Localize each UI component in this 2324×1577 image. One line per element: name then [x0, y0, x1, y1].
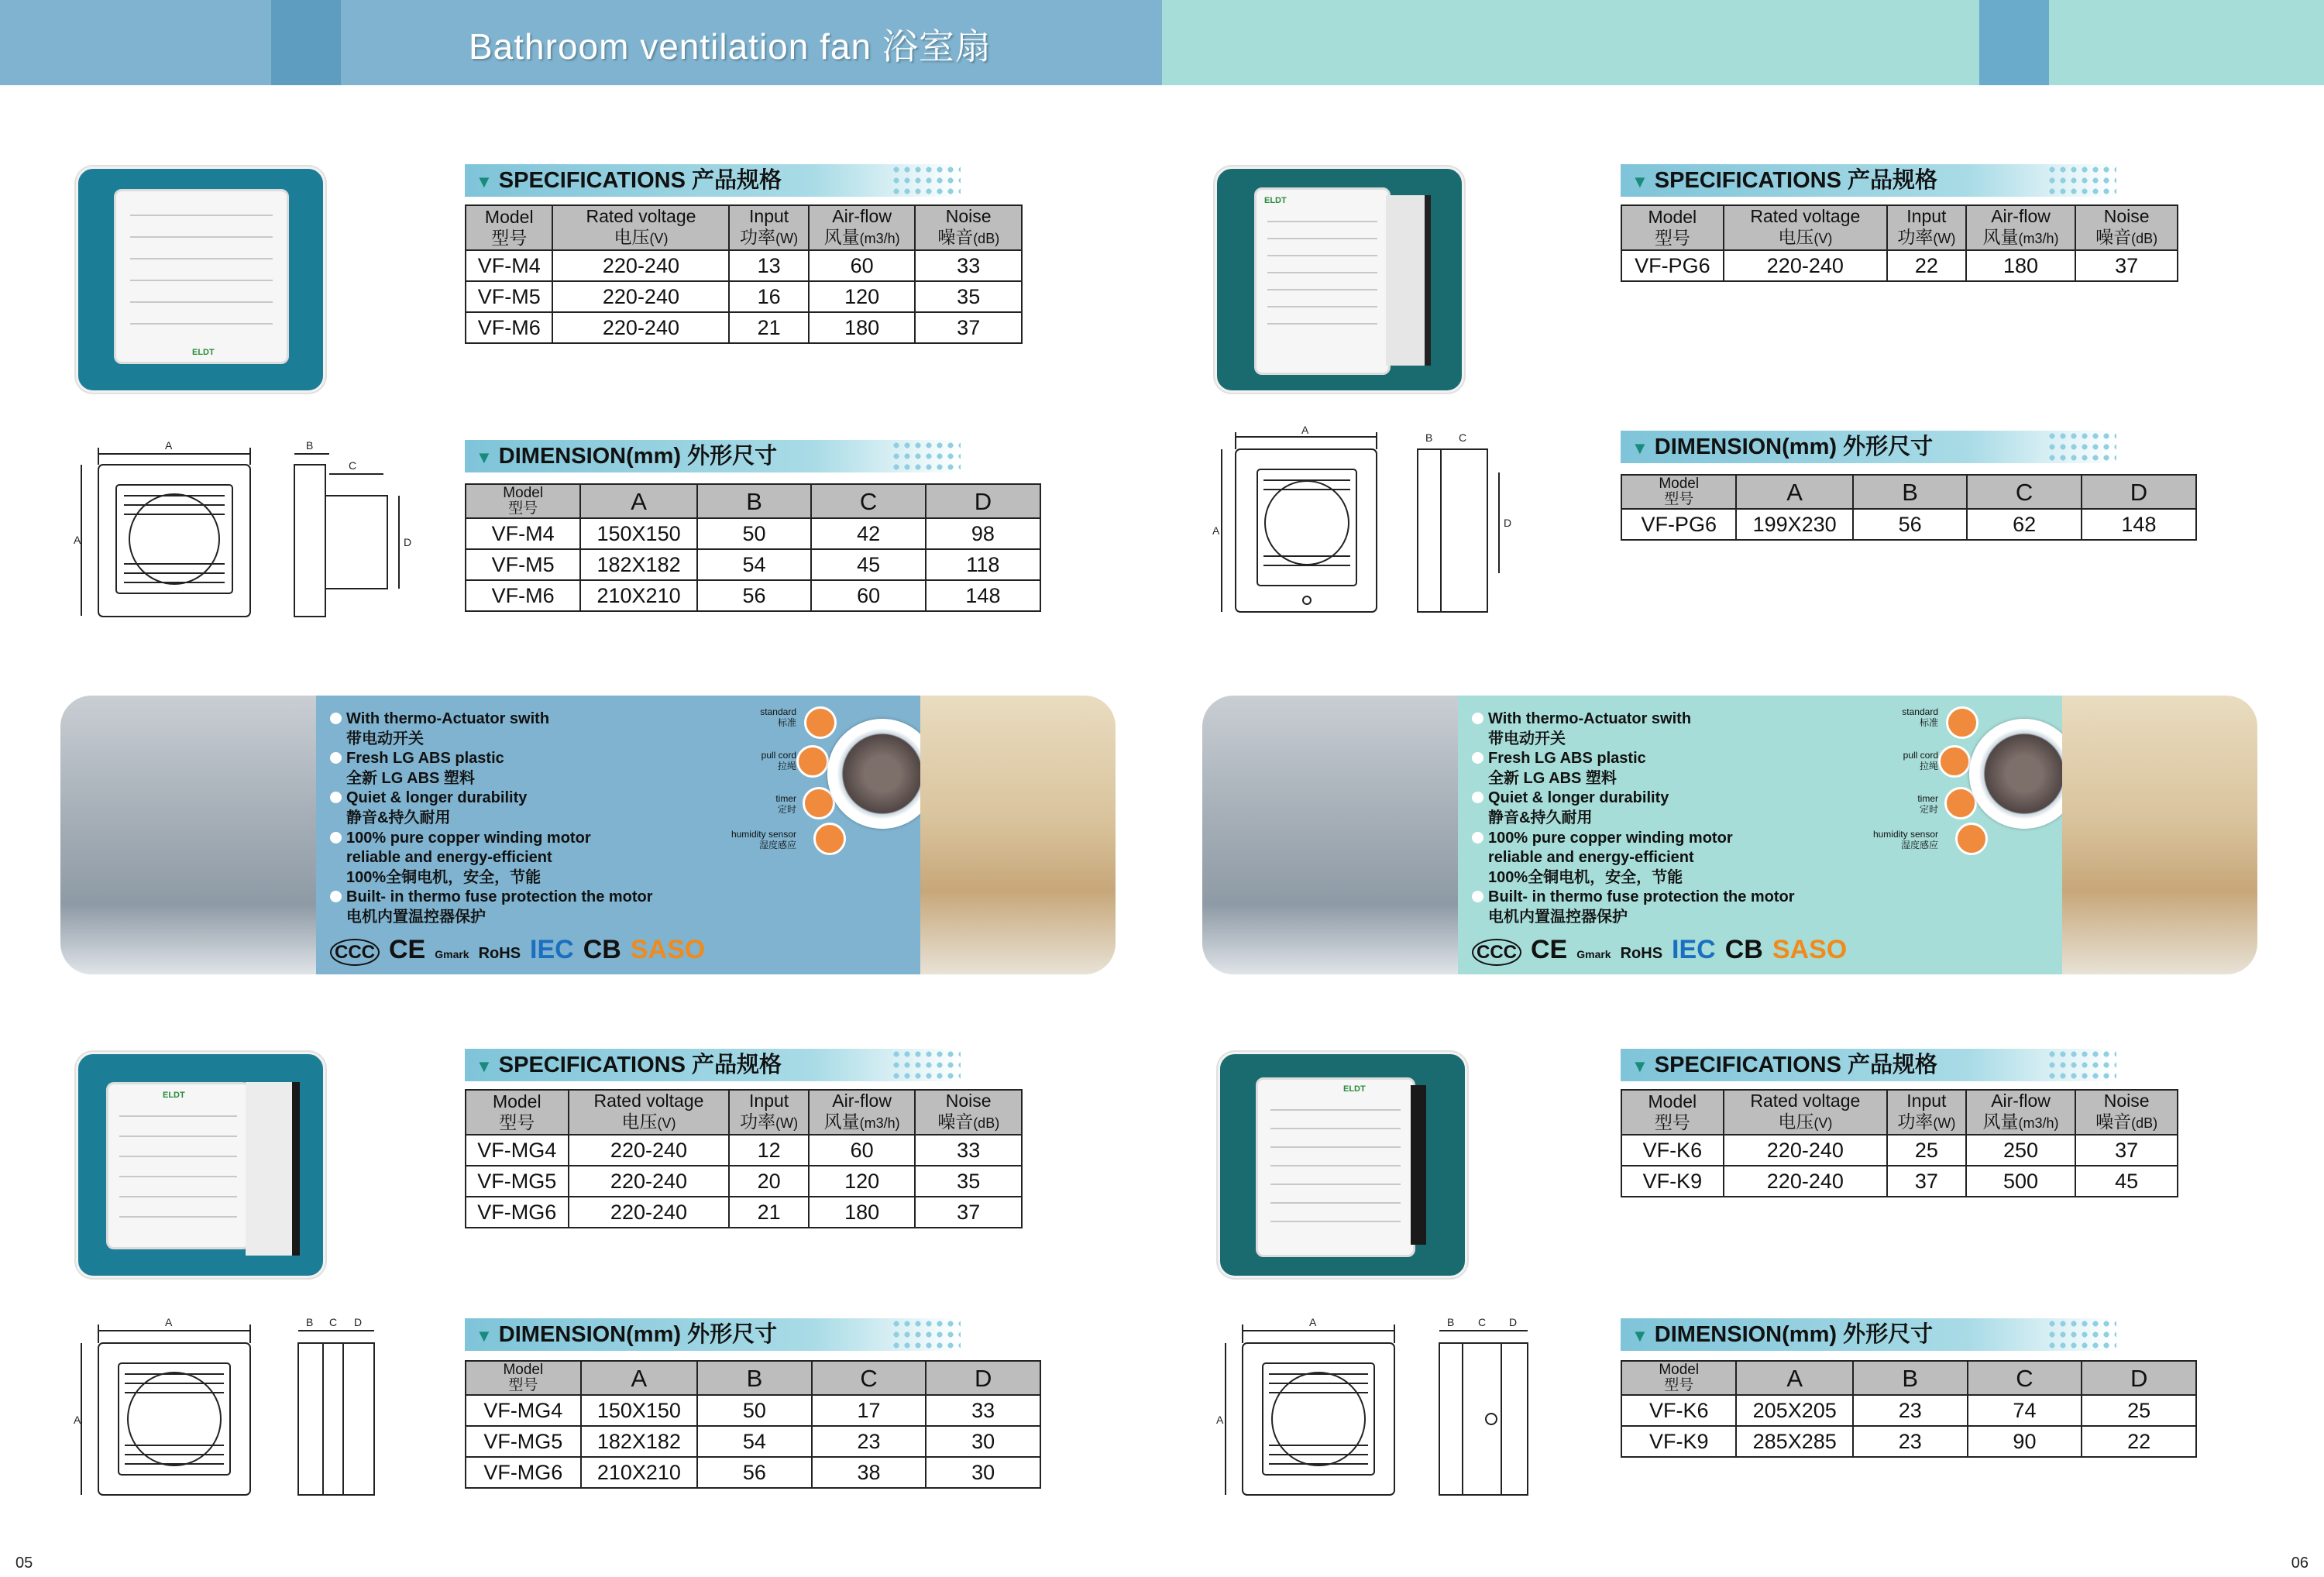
table-row: VF-M6 210X210 56 60 148: [466, 580, 1040, 611]
fan-side-housing: [246, 1082, 300, 1256]
banner-feature-panel: [316, 696, 920, 974]
dim-heading-m: ▼ DIMENSION(mm) 外形尺寸: [465, 440, 961, 472]
brand-logo: ELDT: [163, 1091, 185, 1100]
table-row: VF-K6 220-240 25 250 37: [1621, 1135, 2178, 1166]
dim-label-a: A: [165, 1317, 173, 1328]
table-row: VF-M4 150X150 50 42 98: [466, 518, 1040, 549]
ce-logo: CE: [1531, 935, 1568, 964]
banner-feature-panel: [1458, 696, 2062, 974]
page-title: Bathroom ventilation fan 浴室扇: [469, 26, 992, 67]
dim-table-pg: Model 型号 A B C D VF-PG6 199X230 56 62 148: [1621, 474, 2197, 541]
dim-label-b: B: [306, 1317, 314, 1328]
dimension-drawing-pg: [1212, 426, 1545, 620]
product-photo-vf-mg: [76, 1052, 325, 1278]
fan-icon: ▼: [1631, 1326, 1648, 1345]
bathroom-photo: [1202, 696, 1458, 974]
table-row: VF-M5 182X182 54 45 118: [466, 549, 1040, 580]
dimension-drawing-mg: [74, 1317, 414, 1503]
table-row: VF-MG6 210X210 56 38 30: [466, 1457, 1040, 1488]
fan-icon: ▼: [476, 172, 493, 191]
rohs-logo: RoHS: [1620, 945, 1663, 962]
table-row: VF-K9 285X285 23 90 22: [1621, 1426, 2196, 1457]
option-timer: timer 定时: [1917, 793, 1938, 815]
pull-cord-icon: [796, 745, 829, 778]
humidity-icon: [813, 823, 846, 855]
fan-front-image: [1254, 187, 1391, 375]
fan-front-image: [114, 189, 289, 364]
feature-banner-right: [1202, 696, 2257, 974]
fan-icon: ▼: [476, 448, 493, 467]
fan-icon: ▼: [1631, 1056, 1648, 1076]
dim-label-a-vertical: A: [1212, 524, 1220, 537]
product-photo-vf-k: [1218, 1052, 1467, 1278]
living-room-photo: [2062, 696, 2257, 974]
dim-label-b: B: [1447, 1317, 1455, 1328]
fan-icon: ▼: [476, 1326, 493, 1345]
feature-list: With thermo-Actuator swith 带电动开关 Fresh LG ABS plastic 全新 LG ABS 塑料 Quiet & longer durability 静音&持久耐用 100% pure copper winding motor reliable and energy-efficient 100%全铜电机，安全，节能 Built- in thermo fuse protection the motor 电机内置温控器保护: [1472, 709, 1795, 928]
fan-icon: ▼: [476, 1056, 493, 1076]
option-standard: standard 标准: [1902, 706, 1938, 728]
bathroom-photo: [60, 696, 316, 974]
dim-label-b: B: [1425, 431, 1433, 444]
humidity-icon: [1955, 823, 1988, 855]
dim-heading-pg: ▼ DIMENSION(mm) 外形尺寸: [1621, 431, 2116, 463]
spec-table-mg: Model 型号 Rated voltage 电压(V) Input 功率(W) Air-flow 风量(m3/h) Noise 噪音(dB) VF-MG4 220-240 12 60 33 VF-MG5 220-240 20 120 35 VF-MG6 220-240 21 180 37: [465, 1089, 1023, 1228]
fan-icon: ▼: [1631, 438, 1648, 458]
fan-front-image: [106, 1082, 250, 1249]
dim-label-c: C: [1478, 1317, 1487, 1328]
rohs-logo: RoHS: [478, 945, 521, 962]
brand-logo: ELDT: [192, 348, 215, 357]
certification-logos: [1472, 935, 1856, 965]
header-tab-right: [1979, 0, 2049, 85]
dimension-drawing-m: [74, 434, 414, 627]
option-humidity-sensor: humidity sensor 湿度感应: [731, 829, 796, 850]
fan-icon: ▼: [1631, 172, 1648, 191]
table-row: VF-MG5 220-240 20 120 35: [466, 1166, 1022, 1197]
dim-label-a-vertical: A: [74, 1414, 81, 1426]
spec-heading-m: ▼ SPECIFICATIONS 产品规格: [465, 164, 961, 197]
table-row: VF-MG5 182X182 54 23 30: [466, 1426, 1040, 1457]
feature-list: With thermo-Actuator swith 带电动开关 Fresh LG ABS plastic 全新 LG ABS 塑料 Quiet & longer durability 静音&持久耐用 100% pure copper winding motor reliable and energy-efficient 100%全铜电机，安全，节能 Built- in thermo fuse protection the motor 电机内置温控器保护: [330, 709, 653, 928]
dim-label-a-vertical: A: [1216, 1414, 1224, 1426]
spec-table-m: Model 型号 Rated voltage 电压(V) Input 功率(W) Air-flow 风量(m3/h) Noise 噪音(dB) VF-M4 220-240 13 60 33 VF-M5 220-240 16 120 35 VF-M6 220-240 21 180 37: [465, 204, 1023, 344]
dim-table-k: Model 型号 A B C D VF-K6 205X205 23 74 25 VF-K9 285X285 23 90 22: [1621, 1360, 2197, 1458]
spec-table-k: Model 型号 Rated voltage 电压(V) Input 功率(W) Air-flow 风量(m3/h) Noise 噪音(dB) VF-K6 220-240 25 250 37 VF-K9 220-240 37 500 45: [1621, 1089, 2178, 1197]
dim-label-d: D: [404, 536, 412, 548]
pull-cord-icon: [1938, 745, 1971, 778]
gmark-logo: Gmark: [1576, 948, 1611, 960]
fan-side-housing: [1411, 1085, 1426, 1245]
dim-label-a-vertical: A: [74, 534, 81, 546]
dim-label-b: B: [306, 439, 314, 452]
cb-logo: CB: [1724, 935, 1763, 964]
dim-label-d: D: [354, 1317, 363, 1328]
table-row: VF-MG4 220-240 12 60 33: [466, 1135, 1022, 1166]
dim-label-d: D: [1509, 1317, 1518, 1328]
table-row: VF-PG6 220-240 22 180 37: [1621, 250, 2178, 281]
dim-label-a: A: [1301, 426, 1309, 436]
brand-logo: ELDT: [1343, 1084, 1366, 1094]
brand-logo: ELDT: [1264, 196, 1287, 205]
table-row: VF-M6 220-240 21 180 37: [466, 312, 1022, 343]
dim-label-c: C: [349, 459, 357, 472]
gmark-logo: Gmark: [435, 948, 469, 960]
dim-label-c: C: [329, 1317, 338, 1328]
header-band-right: [1162, 0, 2324, 85]
page-number-right: 06: [2291, 1555, 2309, 1572]
option-humidity-sensor: humidity sensor 湿度感应: [1872, 829, 1938, 850]
dimension-drawing-k: [1215, 1317, 1556, 1503]
header-tab-left: [271, 0, 341, 85]
dim-heading-k: ▼ DIMENSION(mm) 外形尺寸: [1621, 1318, 2116, 1351]
saso-logo: SASO: [1772, 935, 1848, 964]
page-number-left: 05: [15, 1555, 33, 1572]
ccc-logo: CCC: [330, 939, 380, 966]
dim-label-a: A: [1309, 1317, 1317, 1328]
spec-table-pg: Model 型号 Rated voltage 电压(V) Input 功率(W) Air-flow 风量(m3/h) Noise 噪音(dB) VF-PG6 220-240 22 180 37: [1621, 204, 2178, 282]
table-row: VF-M5 220-240 16 120 35: [466, 281, 1022, 312]
dim-label-d: D: [1504, 517, 1512, 529]
living-room-photo: [920, 696, 1116, 974]
dim-label-a: A: [165, 439, 173, 452]
certification-logos: [330, 935, 714, 965]
spec-heading-pg: ▼ SPECIFICATIONS 产品规格: [1621, 164, 2116, 197]
dim-label-c: C: [1459, 431, 1467, 444]
spec-heading-mg: ▼ SPECIFICATIONS 产品规格: [465, 1049, 961, 1081]
iec-logo: IEC: [530, 935, 574, 964]
option-standard: standard 标准: [760, 706, 796, 728]
product-photo-vf-m: [76, 167, 325, 393]
option-pull-cord: pull cord 拉绳: [761, 750, 796, 771]
dim-table-m: Model 型号 A B C D VF-M4 150X150 50 42 98 VF-M5 182X182 54 45 118 VF-M6 210X210 56 60 148: [465, 483, 1041, 612]
ce-logo: CE: [389, 935, 426, 964]
standard-icon: [804, 706, 837, 739]
table-row: VF-PG6 199X230 56 62 148: [1621, 509, 2196, 540]
fan-side-housing: [1386, 195, 1431, 366]
dim-table-mg: Model 型号 A B C D VF-MG4 150X150 50 17 33 VF-MG5 182X182 54 23 30 VF-MG6 210X210 56 38 30: [465, 1360, 1041, 1489]
cb-logo: CB: [583, 935, 621, 964]
table-row: VF-MG6 220-240 21 180 37: [466, 1197, 1022, 1228]
table-row: VF-M4 220-240 13 60 33: [466, 250, 1022, 281]
product-photo-vf-pg: [1215, 167, 1464, 393]
dim-heading-mg: ▼ DIMENSION(mm) 外形尺寸: [465, 1318, 961, 1351]
table-row: VF-MG4 150X150 50 17 33: [466, 1395, 1040, 1426]
table-row: VF-K6 205X205 23 74 25: [1621, 1395, 2196, 1426]
table-row: VF-K9 220-240 37 500 45: [1621, 1166, 2178, 1197]
iec-logo: IEC: [1672, 935, 1716, 964]
fan-front-image: [1256, 1077, 1415, 1257]
ccc-logo: CCC: [1472, 939, 1521, 966]
standard-icon: [1946, 706, 1978, 739]
option-pull-cord: pull cord 拉绳: [1903, 750, 1938, 771]
option-timer: timer 定时: [775, 793, 796, 815]
feature-banner-left: [60, 696, 1116, 974]
spec-heading-k: ▼ SPECIFICATIONS 产品规格: [1621, 1049, 2116, 1081]
saso-logo: SASO: [630, 935, 706, 964]
